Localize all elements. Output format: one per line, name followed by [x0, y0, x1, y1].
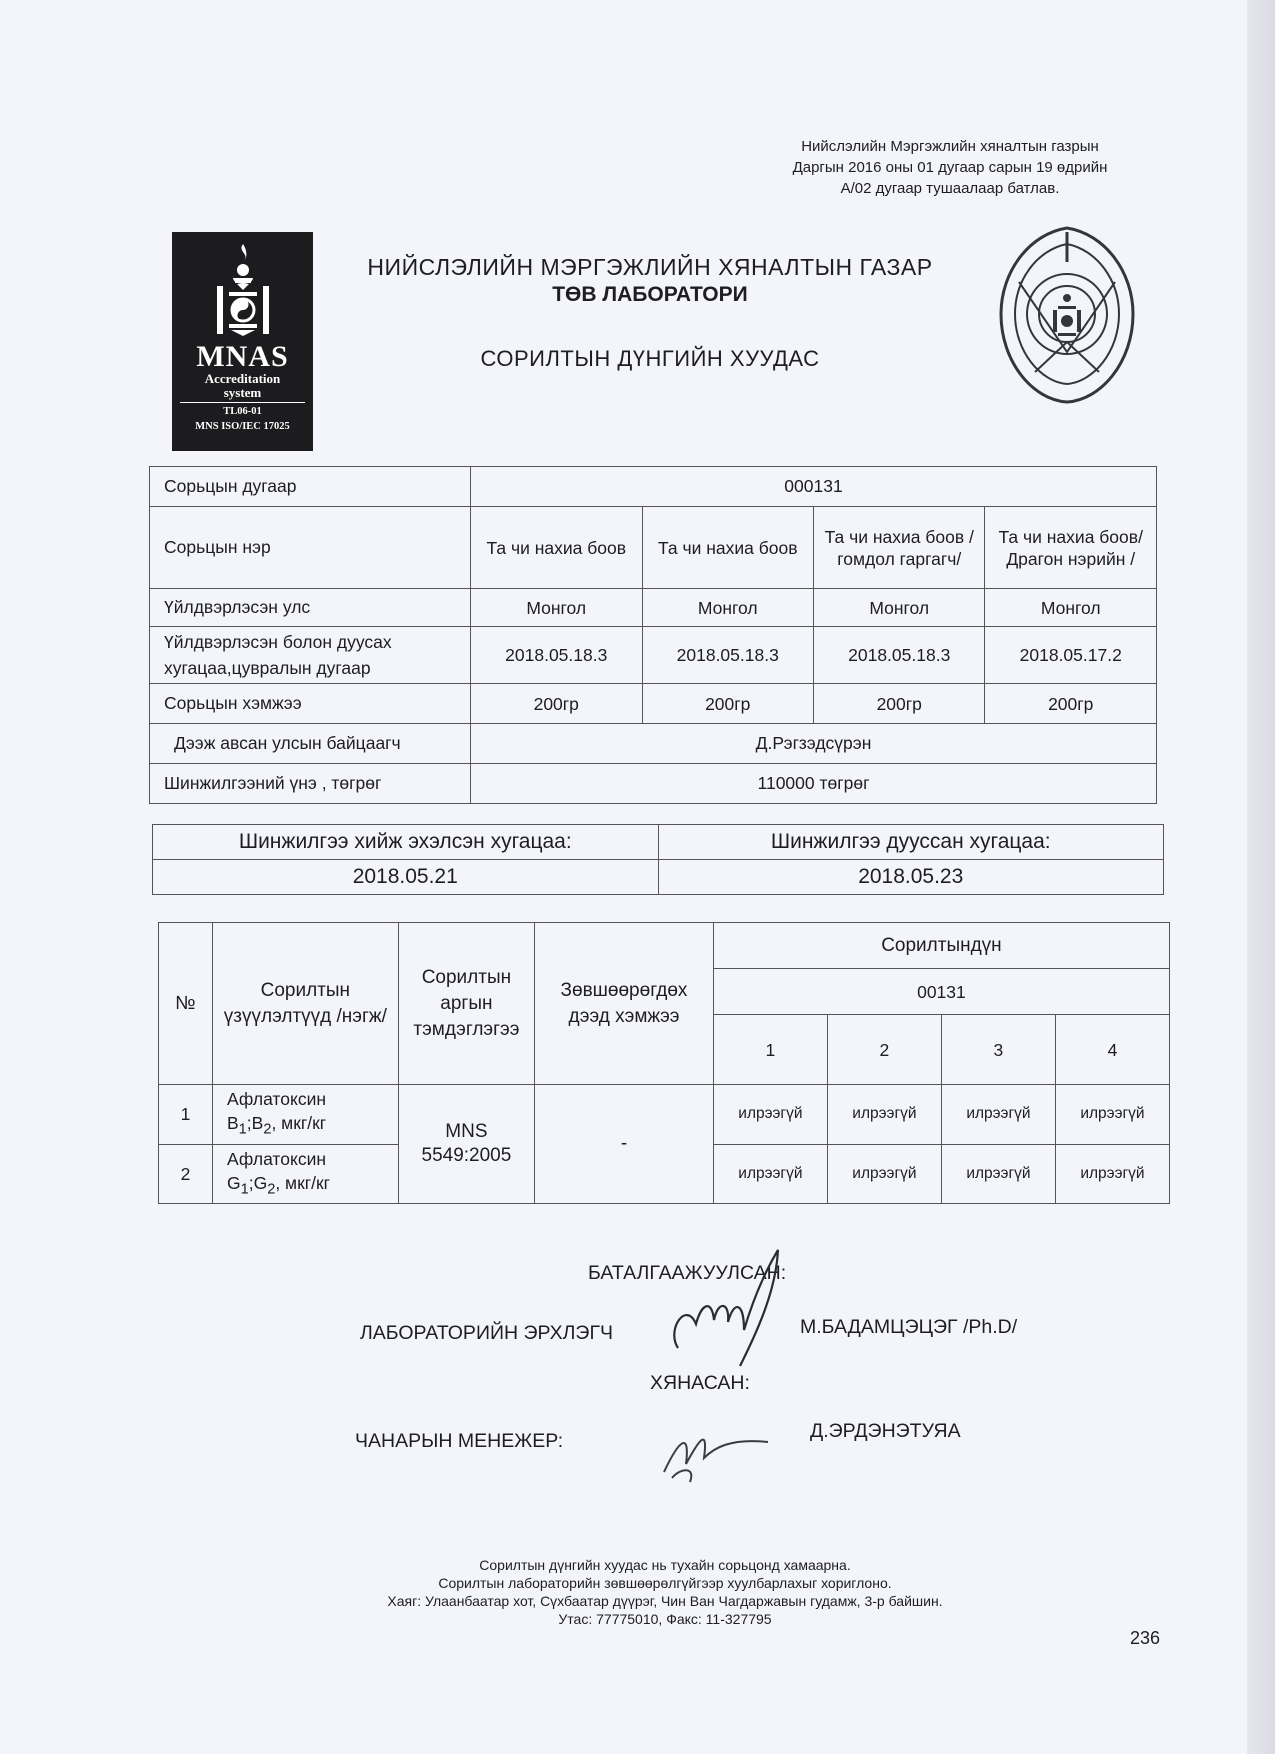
indicator-letter: B [251, 1113, 264, 1133]
batch-label-line: Үйлдвэрлэсэн болон дуусах [164, 632, 392, 652]
reviewed-label: ХЯНАСАН: [650, 1372, 750, 1394]
footer [300, 1556, 1030, 1628]
result-value: илрээгүй [941, 1085, 1055, 1145]
result-column: 2 [827, 1015, 941, 1085]
approval-line: А/02 дугаар тушаалаар батлав. [840, 180, 1060, 197]
qm-title: ЧАНАРЫН МЕНЕЖЕР: [355, 1430, 564, 1452]
table-row [150, 684, 1157, 724]
soyombo-icon [211, 240, 275, 340]
inspector-label: Дээж авсан улсын байцаагч [150, 724, 471, 764]
lab-head-signature [660, 1240, 810, 1370]
quantity: 200гр [642, 684, 813, 724]
laboratory-name: ТӨВ ЛАБОРАТОРИ [552, 283, 748, 306]
start-date: 2018.05.21 [153, 860, 659, 895]
quantity-label: Сорьцын хэмжээ [150, 684, 471, 724]
indicator-unit: , мкг/кг [271, 1113, 327, 1133]
batch-number: 2018.05.18.3 [471, 627, 642, 684]
page-title: СОРИЛТЫН ДҮНГИЙН ХУУДАС [480, 346, 820, 371]
method-header: Сорилтын аргын тэмдэглэгээ [398, 923, 534, 1085]
sample-number-label: Сорьцын дугаар [150, 467, 471, 507]
footer-line: Утас: 77775010, Факс: 11-327795 [558, 1611, 772, 1627]
table-row [153, 825, 1164, 860]
sample-name: Та чи нахиа боов/Драгон нэрийн / [985, 507, 1157, 589]
approval-note [700, 136, 1200, 199]
footer-line: Хаяг: Улаанбаатар хот, Сүхбаатар дүүрэг, Чин Ван Чагдаржавын гудамж, 3-р байшин. [387, 1593, 943, 1609]
logo-line: system [223, 385, 262, 400]
result-column: 3 [941, 1015, 1055, 1085]
fee: 110000 төгрөг [471, 764, 1157, 804]
end-date: 2018.05.23 [658, 860, 1164, 895]
country: Монгол [813, 589, 984, 627]
sample-name: Та чи нахиа боов [471, 507, 642, 589]
table-row [150, 627, 1157, 684]
indicator-letter: G [226, 1172, 241, 1193]
sample-name: Та чи нахиа боов [642, 507, 813, 589]
results-table [158, 922, 1170, 1204]
method: MNS 5549:2005 [398, 1085, 534, 1204]
country: Монгол [985, 589, 1157, 627]
result-value: илрээгүй [827, 1144, 941, 1204]
table-row [159, 1085, 1170, 1145]
lab-head-name: М.БАДАМЦЭЦЭГ /Ph.D/ [800, 1316, 1018, 1338]
verified-label: БАТАЛГААЖУУЛСАН: [588, 1262, 787, 1284]
country: Монгол [642, 589, 813, 627]
quantity: 200гр [813, 684, 984, 724]
batch-number: 2018.05.18.3 [813, 627, 984, 684]
country-label: Үйлдвэрлэсэн улс [150, 589, 471, 627]
quantity: 200гр [471, 684, 642, 724]
indicator-header: Сорилтын үзүүлэлтүүд /нэгж/ [212, 923, 398, 1085]
logo-standard: MNS ISO/IEC 17025 [195, 421, 290, 432]
table-row [153, 860, 1164, 895]
batch-number: 2018.05.18.3 [642, 627, 813, 684]
sample-number: 000131 [471, 467, 1157, 507]
sample-table [149, 466, 1157, 804]
row-number: 1 [159, 1085, 213, 1145]
end-label: Шинжилгээ дууссан хугацаа: [658, 825, 1164, 860]
logo-line: Accreditation [204, 371, 281, 386]
table-row [159, 923, 1170, 969]
batch-label [150, 627, 471, 684]
quantity: 200гр [985, 684, 1157, 724]
result-header: Сорилтындүн [713, 923, 1169, 969]
emblem-seal-icon [995, 222, 1140, 407]
indicator-unit: , мкг/кг [275, 1172, 331, 1193]
organization-name: НИЙСЛЭЛИЙН МЭРГЭЖЛИЙН ХЯНАЛТЫН ГАЗАР [367, 254, 933, 280]
inspector: Д.Рэгзэдсүрэн [471, 724, 1157, 764]
qm-signature [650, 1408, 790, 1488]
result-value: илрээгүй [1055, 1144, 1169, 1204]
batch-number: 2018.05.17.2 [985, 627, 1157, 684]
period-table [152, 824, 1164, 895]
sample-name-label: Сорьцын нэр [150, 507, 471, 589]
table-row [150, 764, 1157, 804]
logo-mnas-text: MNAS [196, 340, 289, 373]
indicator: Афлатоксин $G_1;G_2$, мкг/кг [212, 1144, 398, 1204]
result-code: 00131 [713, 969, 1169, 1015]
indicator-letter: G [253, 1172, 268, 1193]
indicator: Афлатоксин $B_1;B_2$, мкг/кг [212, 1085, 398, 1145]
limit-header: Зөвшөөрөгдөх дээд хэмжээ [535, 923, 714, 1085]
mnas-logo [172, 232, 313, 451]
fee-label: Шинжилгээний үнэ , төгрөг [150, 764, 471, 804]
table-row [150, 467, 1157, 507]
approval-line: Нийслэлийн Мэргэжлийн хяналтын газрын [801, 138, 1099, 155]
result-value: илрээгүй [1055, 1085, 1169, 1145]
indicator-letter: B [226, 1113, 239, 1133]
sample-name: Та чи нахиа боов /гомдол гаргагч/ [813, 507, 984, 589]
lab-head-title: ЛАБОРАТОРИЙН ЭРХЛЭГЧ [360, 1322, 613, 1344]
page-number: 236 [1130, 1628, 1161, 1648]
footer-line: Сорилтын дүнгийн хуудас нь тухайн сорьцонд хамаарна. [479, 1557, 851, 1573]
indicator-name: Афлатоксин [226, 1148, 327, 1169]
result-column: 4 [1055, 1015, 1169, 1085]
result-value: илрээгүй [713, 1144, 827, 1204]
approval-line: Даргын 2016 оны 01 дугаар сарын 19 өдрийн [792, 159, 1108, 176]
batch-label-line: хугацаа,цувралын дугаар [164, 658, 371, 678]
result-value: илрээгүй [941, 1144, 1055, 1204]
footer-line: Сорилтын лабораторийн зөвшөөрөлгүйгээр хуулбарлахыг хориглоно. [438, 1575, 892, 1591]
result-value: илрээгүй [827, 1085, 941, 1145]
logo-code: TL06-01 [223, 406, 262, 417]
table-row [150, 589, 1157, 627]
row-number: 2 [159, 1144, 213, 1204]
result-value: илрээгүй [713, 1085, 827, 1145]
indicator-name: Афлатоксин [226, 1089, 327, 1109]
page-edge [1247, 0, 1275, 1754]
limit: - [535, 1085, 714, 1204]
result-column: 1 [713, 1015, 827, 1085]
table-row [150, 507, 1157, 589]
header [330, 254, 970, 307]
start-label: Шинжилгээ хийж эхэлсэн хугацаа: [153, 825, 659, 860]
number-header: № [159, 923, 213, 1085]
table-row [150, 724, 1157, 764]
country: Монгол [471, 589, 642, 627]
qm-name: Д.ЭРДЭНЭТУЯА [810, 1420, 961, 1442]
